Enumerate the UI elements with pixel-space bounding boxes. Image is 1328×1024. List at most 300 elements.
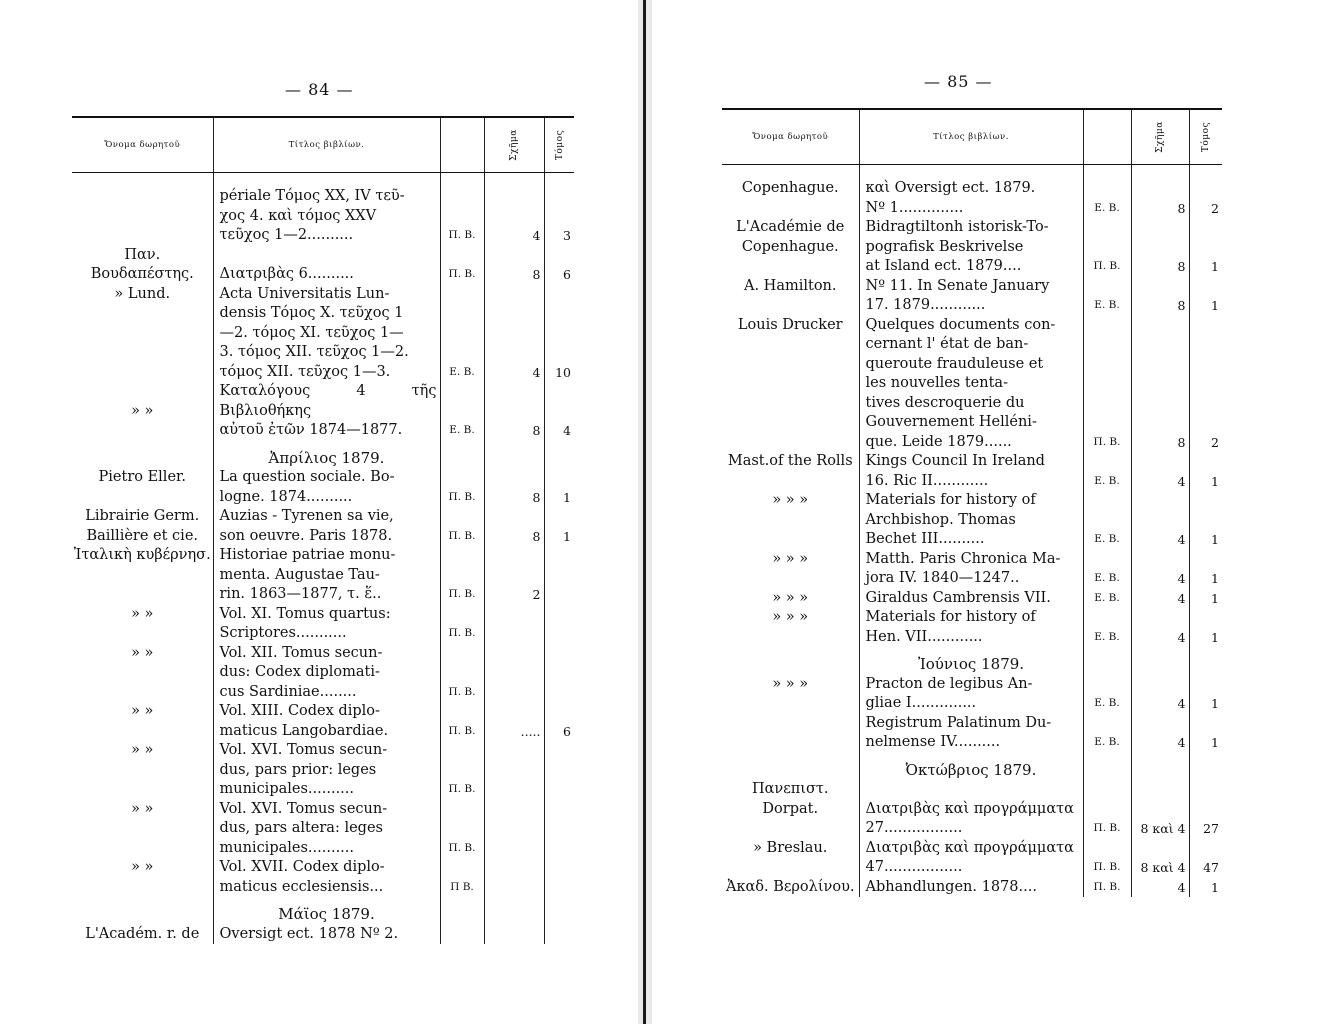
title-cell: rin. 1863—1877, τ. ἕ.. [213, 585, 440, 605]
schema-cell: 8 [484, 246, 544, 285]
donor-cell: » » » [772, 589, 809, 606]
schema-cell [484, 566, 544, 586]
donor-cell: Baillière et cie. [86, 527, 199, 544]
class-cell [1083, 452, 1131, 472]
table-row [72, 644, 574, 664]
empty-cell [72, 441, 213, 469]
schema-cell [1131, 316, 1189, 336]
class-cell [440, 741, 484, 761]
donor-cell [72, 207, 213, 227]
schema-cell: 2 [484, 585, 544, 605]
schema-cell [484, 605, 544, 625]
tomos-cell [1189, 355, 1222, 375]
title-cell: 27................. [859, 819, 1083, 839]
title-cell: 17. 1879............ [859, 296, 1083, 316]
table-row [72, 741, 574, 761]
table-row [72, 507, 574, 527]
title-cell: Vol. XII. Tomus secun- [213, 644, 440, 664]
class-cell [440, 761, 484, 781]
donor-cell [722, 628, 859, 648]
title-cell: dus: Codex diplomati- [213, 663, 440, 683]
donor-cell: Πανεπιστ. Dorpat. [751, 781, 829, 817]
class-cell [440, 858, 484, 878]
class-cell: Ε. Β. [1083, 199, 1131, 219]
table-row [722, 199, 1222, 219]
table-row [722, 452, 1222, 472]
tomos-cell: 1 [1189, 733, 1222, 753]
schema-cell [1131, 780, 1189, 819]
table-row [722, 714, 1222, 734]
tomos-cell: 27 [1189, 819, 1222, 839]
donor-cell [72, 363, 213, 383]
class-cell: Π. Β. [440, 226, 484, 246]
header-tomos: Τόμος [544, 117, 574, 173]
title-cell: Registrum Palatinum Du- [859, 714, 1083, 734]
tomos-cell: 1 [544, 488, 574, 508]
schema-cell: 4 [1131, 878, 1189, 898]
schema-cell [1131, 238, 1189, 258]
empty-cell [484, 441, 544, 469]
tomos-cell [544, 468, 574, 488]
class-cell: Π. Β. [440, 527, 484, 547]
tomos-cell: 1 [1189, 589, 1222, 609]
title-cell: municipales.......... [213, 780, 440, 800]
class-cell [1083, 374, 1131, 394]
title-cell: Vol. XVII. Codex diplo- [213, 858, 440, 878]
class-cell [440, 304, 484, 324]
class-cell: Π. Β. [440, 585, 484, 605]
table-row [722, 733, 1222, 753]
donor-cell [722, 819, 859, 839]
tomos-cell: 6 [544, 246, 574, 285]
donor-cell [72, 304, 213, 324]
donor-cell [72, 226, 213, 246]
table-row [72, 819, 574, 839]
title-cell: Vol. XVI. Tomus secun- [213, 800, 440, 820]
table-header-row [72, 117, 574, 173]
ledger-table-left [72, 116, 574, 944]
tomos-cell [544, 780, 574, 800]
empty-cell [72, 897, 213, 925]
title-cell: 47................. [859, 858, 1083, 878]
class-cell: Π. Β. [440, 839, 484, 859]
tomos-cell [1189, 316, 1222, 336]
title-cell: Vol. XVI. Tomus secun- [213, 741, 440, 761]
table-row [72, 304, 574, 324]
donor-cell [722, 257, 859, 277]
table-row [722, 165, 1222, 199]
table-row [72, 566, 574, 586]
title-cell: La question sociale. Bo- [213, 468, 440, 488]
table-row [72, 925, 574, 945]
class-cell [440, 566, 484, 586]
class-cell: Ε. Β. [1083, 530, 1131, 550]
empty-cell [440, 441, 484, 469]
tomos-cell [1189, 374, 1222, 394]
title-cell: Vol. XI. Tomus quartus: [213, 605, 440, 625]
title-cell: Bechet III.......... [859, 530, 1083, 550]
title-cell: Διατριβὰς καὶ προγράμματα [859, 839, 1083, 859]
tomos-cell: 1 [1189, 257, 1222, 277]
empty-cell [484, 897, 544, 925]
tomos-cell [544, 858, 574, 878]
title-cell: cus Sardiniae........ [213, 683, 440, 703]
table-row [72, 702, 574, 722]
table-row [722, 819, 1222, 839]
donor-cell: L'Académie de [736, 219, 845, 235]
tomos-cell [544, 925, 574, 945]
title-cell: densis Τόμος X. τεῦχος 1 [213, 304, 440, 324]
month-heading: Ἀπρίλιος 1879. [213, 441, 440, 469]
tomos-cell [544, 566, 574, 586]
schema-cell: 4 [1131, 472, 1189, 492]
tomos-cell [544, 546, 574, 566]
class-cell [1083, 277, 1131, 297]
empty-cell [1189, 647, 1222, 675]
schema-cell: 4 [1131, 569, 1189, 589]
donor-cell: » » [131, 644, 154, 661]
class-cell [440, 925, 484, 945]
donor-cell: » » [131, 742, 154, 758]
tomos-cell [1189, 413, 1222, 433]
schema-cell [484, 304, 544, 324]
tomos-cell: 1 [1189, 569, 1222, 589]
class-cell: Ε. Β. [1083, 589, 1131, 609]
header-title: Τίτλος βιβλίων. [213, 117, 440, 173]
table-row [72, 207, 574, 227]
donor-cell [722, 433, 859, 453]
class-cell: Ε. Β. [440, 363, 484, 383]
title-cell: dus, pars prior: leges [213, 761, 440, 781]
month-heading: Μάϊος 1879. [213, 897, 440, 925]
title-cell: Matth. Paris Chronica Ma- [859, 550, 1083, 570]
table-row [72, 382, 574, 421]
donor-cell [72, 624, 213, 644]
class-cell [1083, 238, 1131, 258]
title-cell: Bidragtiltonh istorisk-To- [859, 218, 1083, 238]
title-cell: καὶ Oversigt ect. 1879. [859, 165, 1083, 199]
class-cell [440, 324, 484, 344]
title-cell: τόμος XII. τεῦχος 1—3. [213, 363, 440, 383]
schema-cell [1131, 608, 1189, 628]
donor-cell: » » » [772, 609, 809, 625]
donor-cell: » » » [772, 550, 809, 567]
class-cell [1083, 839, 1131, 859]
table-row [72, 683, 574, 703]
title-cell: Nº 1.............. [859, 199, 1083, 219]
table-row [72, 173, 574, 207]
tomos-cell: 1 [544, 527, 574, 547]
donor-cell: Mast.of the Rolls [727, 453, 853, 469]
title-cell: Διατριβὰς καὶ προγράμματα [859, 780, 1083, 819]
class-cell [1083, 394, 1131, 414]
table-row [722, 511, 1222, 531]
schema-cell [484, 702, 544, 722]
table-row [722, 257, 1222, 277]
title-cell: Nº 11. In Senate January [859, 277, 1083, 297]
schema-cell [484, 858, 544, 878]
class-cell [440, 285, 484, 305]
page-number-left: — 84 — [285, 80, 354, 99]
class-cell [440, 173, 484, 207]
table-header-row [722, 109, 1222, 165]
class-cell: Ε. Β. [1083, 296, 1131, 316]
tomos-cell [1189, 491, 1222, 511]
ledger-table-right [722, 108, 1222, 897]
donor-cell: Pietro Eller. [98, 469, 186, 485]
class-cell [440, 468, 484, 488]
empty-cell [1131, 647, 1189, 675]
schema-cell: 8 [484, 421, 544, 441]
class-cell [1083, 335, 1131, 355]
title-cell: jora IV. 1840—1247.. [859, 569, 1083, 589]
class-cell [440, 819, 484, 839]
title-cell: nelmense IV.......... [859, 733, 1083, 753]
schema-cell [484, 343, 544, 363]
schema-cell: 8 [1131, 433, 1189, 453]
donor-cell: Copenhague. [741, 180, 839, 196]
title-cell: Archbishop. Thomas [859, 511, 1083, 531]
tomos-cell [1189, 238, 1222, 258]
class-cell [1083, 608, 1131, 628]
tomos-cell [544, 304, 574, 324]
table-row [722, 394, 1222, 414]
title-cell: dus, pars altera: leges [213, 819, 440, 839]
class-cell: Π. Β. [440, 780, 484, 800]
tomos-cell: 4 [544, 421, 574, 441]
empty-cell [1189, 753, 1222, 781]
donor-cell [72, 819, 213, 839]
table-row [722, 550, 1222, 570]
schema-cell: 4 [1131, 733, 1189, 753]
donor-cell [72, 780, 213, 800]
table-row [722, 530, 1222, 550]
title-cell: Giraldus Cambrensis VII. [859, 589, 1083, 609]
table-row [72, 421, 574, 441]
tomos-cell: 1 [1189, 530, 1222, 550]
class-cell: Ε. Β. [1083, 472, 1131, 492]
tomos-cell [544, 702, 574, 722]
donor-cell [722, 569, 859, 589]
title-cell: queroute frauduleuse et [859, 355, 1083, 375]
table-row [722, 589, 1222, 609]
table-row [72, 780, 574, 800]
class-cell [440, 343, 484, 363]
tomos-cell: 3 [544, 226, 574, 246]
title-cell: Καταλόγους 4 τῆς Βιβλιοθήκης [213, 382, 440, 421]
table-row [722, 780, 1222, 819]
donor-cell [72, 663, 213, 683]
header-donor: Ὄνομα δωρητοῦ [722, 109, 859, 165]
tomos-cell [1189, 608, 1222, 628]
class-cell [1083, 550, 1131, 570]
title-cell: tives descroquerie du [859, 394, 1083, 414]
tomos-cell [1189, 675, 1222, 695]
title-cell: municipales.......... [213, 839, 440, 859]
class-cell [1083, 714, 1131, 734]
class-cell [1083, 491, 1131, 511]
tomos-cell [544, 819, 574, 839]
tomos-cell [544, 207, 574, 227]
title-cell: Hen. VII............ [859, 628, 1083, 648]
schema-cell [484, 324, 544, 344]
tomos-cell [544, 683, 574, 703]
tomos-cell [544, 800, 574, 820]
class-cell: Π. Β. [1083, 819, 1131, 839]
table-row [722, 433, 1222, 453]
title-cell: Scriptores........... [213, 624, 440, 644]
donor-cell [722, 530, 859, 550]
header-donor: Ὄνομα δωρητοῦ [72, 117, 213, 173]
class-cell: Ε. Β. [1083, 569, 1131, 589]
schema-cell [1131, 452, 1189, 472]
class-cell [1083, 675, 1131, 695]
class-cell [1083, 355, 1131, 375]
tomos-cell [1189, 218, 1222, 238]
class-cell: Π. Β. [1083, 257, 1131, 277]
table-row [72, 488, 574, 508]
tomos-cell [1189, 839, 1222, 859]
donor-cell [722, 335, 859, 355]
donor-cell: A. Hamilton. [743, 277, 837, 294]
class-cell: Π. Β. [440, 683, 484, 703]
donor-cell: Παν. Βουδαπέστης. [90, 246, 194, 282]
title-cell: maticus Langobardiae. [213, 722, 440, 742]
class-cell [1083, 413, 1131, 433]
donor-cell [72, 722, 213, 742]
title-cell: 16. Ric II............ [859, 472, 1083, 492]
empty-cell [722, 647, 859, 675]
title-cell: Vol. XIII. Codex diplo- [213, 702, 440, 722]
tomos-cell: 1 [1189, 694, 1222, 714]
header-tomos: Τόμος [1189, 109, 1222, 165]
table-row [72, 605, 574, 625]
schema-cell [484, 819, 544, 839]
tomos-cell [544, 507, 574, 527]
schema-cell [1131, 355, 1189, 375]
donor-cell [72, 488, 213, 508]
table-row [722, 374, 1222, 394]
donor-cell: Louis Drucker [737, 316, 843, 333]
donor-cell [722, 374, 859, 394]
class-cell [440, 663, 484, 683]
schema-cell: 8 καὶ 4 [1131, 858, 1189, 878]
schema-cell: 4 [1131, 530, 1189, 550]
schema-cell: 4 [1131, 628, 1189, 648]
donor-cell [72, 585, 213, 605]
title-cell: Oversigt ect. 1878 Nº 2. [213, 925, 440, 945]
schema-cell [484, 741, 544, 761]
class-cell [440, 702, 484, 722]
class-cell: Π. Β. [1083, 433, 1131, 453]
donor-cell: L'Académ. r. de [85, 925, 200, 942]
donor-cell [72, 761, 213, 781]
title-cell: périale Τόμος XX, IV τεῦ- [213, 173, 440, 207]
schema-cell [484, 644, 544, 664]
tomos-cell [544, 741, 574, 761]
donor-cell [72, 173, 213, 207]
tomos-cell [1189, 335, 1222, 355]
donor-cell: Ἰταλικὴ κυβέρνησ. [73, 547, 211, 563]
title-cell: αὐτοῦ ἐτῶν 1874—1877. [213, 421, 440, 441]
table-row [72, 858, 574, 878]
tomos-cell: 2 [1189, 433, 1222, 453]
class-cell: Π Β. [440, 878, 484, 898]
donor-cell [722, 296, 859, 316]
table-row [72, 546, 574, 566]
tomos-cell [544, 644, 574, 664]
tomos-cell [544, 382, 574, 421]
schema-cell: 8 [1131, 257, 1189, 277]
table-row [722, 839, 1222, 859]
donor-cell: » » » [772, 675, 809, 692]
donor-cell: » Lund. [114, 285, 171, 302]
empty-cell [544, 441, 574, 469]
donor-cell [722, 355, 859, 375]
schema-cell: 8 [1131, 296, 1189, 316]
schema-cell [484, 761, 544, 781]
tomos-cell [544, 761, 574, 781]
donor-cell [722, 694, 859, 714]
donor-cell: » » [131, 703, 154, 719]
donor-cell [722, 199, 859, 219]
donor-cell [722, 714, 859, 734]
title-cell: Abhandlungen. 1878.... [859, 878, 1083, 898]
donor-cell [722, 394, 859, 414]
schema-cell [1131, 714, 1189, 734]
tomos-cell: 1 [1189, 628, 1222, 648]
schema-cell [484, 683, 544, 703]
schema-cell [1131, 277, 1189, 297]
table-row [72, 722, 574, 742]
title-cell: menta. Augustae Tau- [213, 566, 440, 586]
schema-cell [484, 925, 544, 945]
table-row [722, 858, 1222, 878]
month-heading: Ὀκτώβριος 1879. [859, 753, 1083, 781]
title-cell: pografisk Beskrivelse [859, 238, 1083, 258]
donor-cell [72, 421, 213, 441]
tomos-cell: 47 [1189, 858, 1222, 878]
empty-cell [1083, 647, 1131, 675]
donor-cell [72, 878, 213, 898]
tomos-cell [544, 878, 574, 898]
tomos-cell [544, 624, 574, 644]
title-cell: Practon de legibus An- [859, 675, 1083, 695]
table-row [72, 527, 574, 547]
table-row [722, 355, 1222, 375]
tomos-cell [1189, 714, 1222, 734]
empty-cell [1083, 753, 1131, 781]
schema-cell [1131, 394, 1189, 414]
donor-cell: » » » [772, 492, 809, 508]
title-cell: logne. 1874.......... [213, 488, 440, 508]
month-heading: Ἰούνιος 1879. [859, 647, 1083, 675]
schema-cell [484, 663, 544, 683]
tomos-cell: 1 [1189, 472, 1222, 492]
tomos-cell [544, 343, 574, 363]
table-row [72, 839, 574, 859]
donor-cell [722, 858, 859, 878]
schema-cell [484, 468, 544, 488]
schema-cell [484, 878, 544, 898]
header-title: Τίτλος βιβλίων. [859, 109, 1083, 165]
title-cell: —2. τόμος XI. τεῦχος 1— [213, 324, 440, 344]
schema-cell [484, 839, 544, 859]
title-cell: Gouvernement Helléni- [859, 413, 1083, 433]
class-cell [440, 644, 484, 664]
month-heading-row [722, 753, 1222, 781]
class-cell: Ε. Β. [440, 421, 484, 441]
